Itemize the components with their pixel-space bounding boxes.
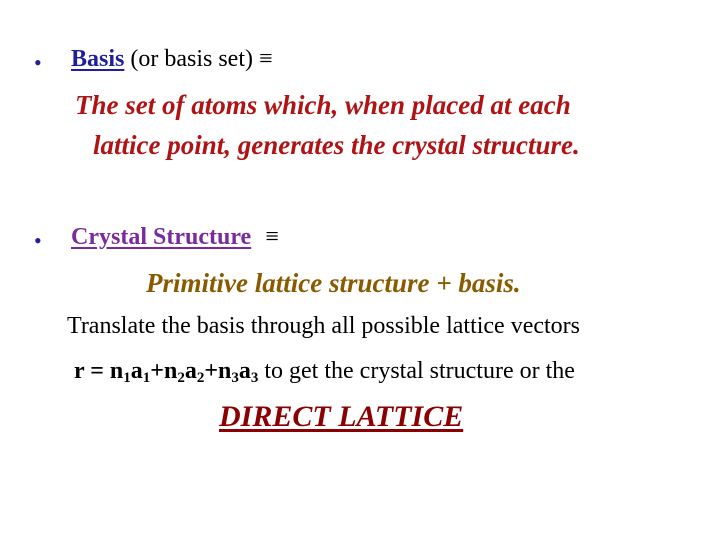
formula-line: $r = n_1a_1+n_2a_2+n_3a_3$ to get the crystal structure or the	[74, 358, 575, 386]
basis-equiv-symbol: ≡	[259, 46, 273, 72]
formula-tail: to get the crystal structure or the	[264, 358, 575, 384]
bullet-marker-basis: •	[34, 50, 42, 75]
crystal-structure-term: Crystal Structure	[71, 224, 252, 250]
formula-r: r	[74, 358, 85, 384]
crystal-heading	[71, 224, 279, 251]
bullet-marker-crystal: •	[34, 228, 42, 253]
crystal-equiv-symbol: ≡	[265, 224, 279, 250]
basis-suffix: (or basis set)	[130, 46, 253, 72]
basis-term: Basis	[71, 46, 125, 72]
basis-heading	[71, 46, 273, 73]
basis-definition-line1: The set of atoms which, when placed at each	[75, 90, 571, 120]
basis-definition-line2: lattice point, generates the crystal structure.	[93, 130, 580, 160]
formula-eq: =	[84, 358, 110, 384]
direct-lattice-label: DIRECT LATTICE	[219, 400, 464, 433]
translate-text: Translate the basis through all possible lattice vectors	[67, 313, 581, 339]
crystal-definition: Primitive lattice structure + basis.	[146, 268, 521, 298]
